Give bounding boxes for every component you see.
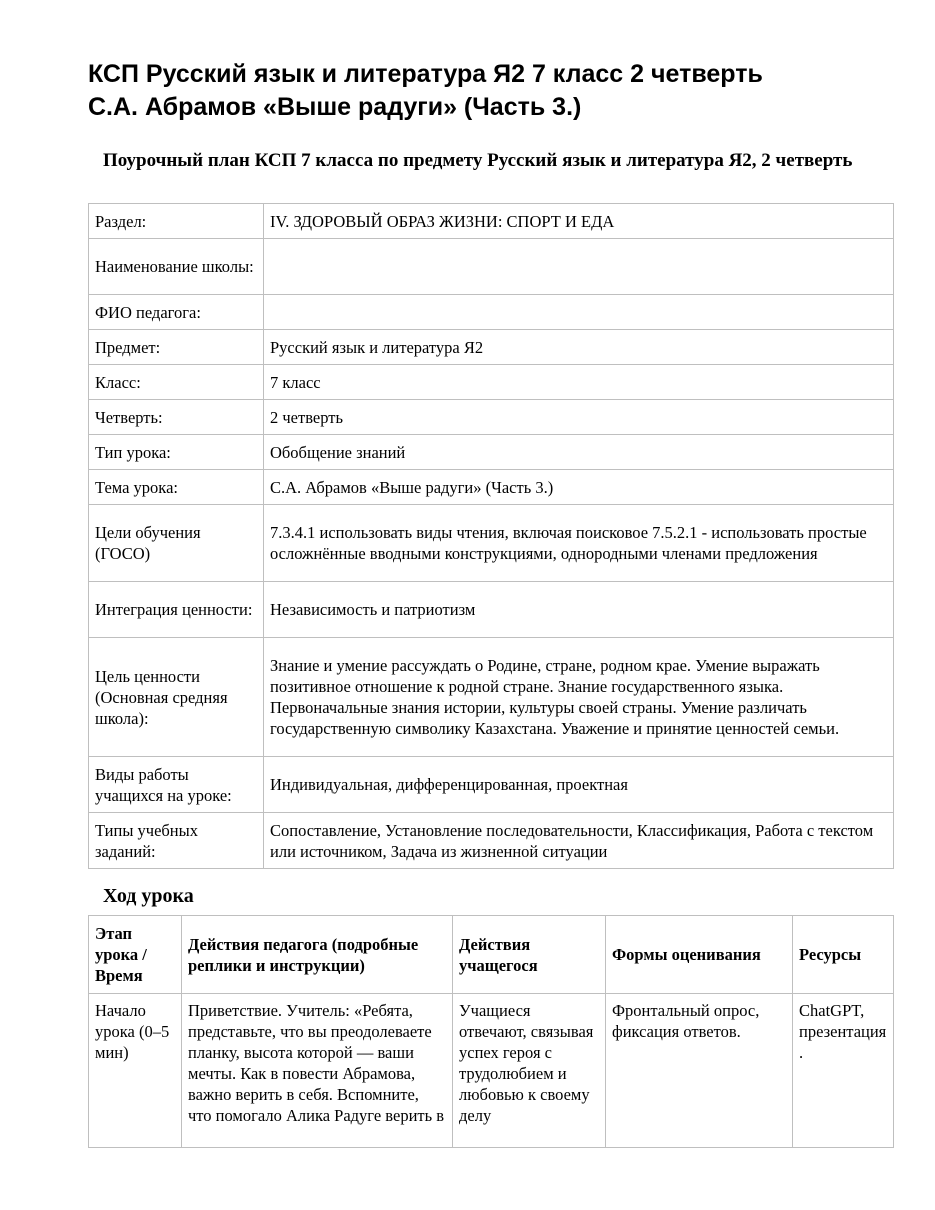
info-value: Сопоставление, Установление последовательности, Классификация, Работа с текстом или источником, Задача из жизненной ситуации — [264, 813, 894, 869]
flow-header-row — [89, 916, 894, 994]
flow-resources: ChatGPT, презентация. — [799, 1001, 887, 1062]
info-row-lesson-topic — [89, 470, 894, 505]
info-value — [264, 239, 894, 295]
lesson-flow-table — [88, 915, 894, 1148]
plan-heading: Поурочный план КСП 7 класса по предмету Русский язык и литература Я2, 2 четверть — [103, 150, 853, 171]
lesson-info-table — [88, 203, 894, 869]
flow-stage: Начало урока (0–5 мин) — [95, 1001, 170, 1062]
info-value: 2 четверть — [264, 400, 894, 435]
info-row-value-integration — [89, 582, 894, 638]
info-value: Независимость и патриотизм — [264, 582, 894, 638]
info-label: ФИО педагога: — [89, 295, 264, 330]
info-label: Интеграция ценности: — [89, 582, 264, 638]
header-resources: Ресурсы — [793, 916, 894, 994]
lesson-flow-heading: Ход урока — [103, 885, 194, 907]
info-value: Русский язык и литература Я2 — [264, 330, 894, 365]
header-student-actions: Действия учащегося — [453, 916, 606, 994]
info-value: 7 класс — [264, 365, 894, 400]
info-row-subject — [89, 330, 894, 365]
info-label: Четверть: — [89, 400, 264, 435]
info-row-quarter — [89, 400, 894, 435]
page-title-line-2: С.А. Абрамов «Выше радуги» (Часть 3.) — [88, 93, 582, 121]
info-label: Класс: — [89, 365, 264, 400]
info-label: Тема урока: — [89, 470, 264, 505]
info-value: Индивидуальная, дифференцированная, проектная — [264, 757, 894, 813]
info-value — [264, 295, 894, 330]
info-value: Обобщение знаний — [264, 435, 894, 470]
info-value: Знание и умение рассуждать о Родине, стране, родном крае. Умение выражать позитивное отношение к родной стране. Знание государственного языка. Первоначальные знания истории, культуры своей страны. Умение различать государственную символику Казахстана. Уважение и принятие ценностей семьи. — [264, 638, 894, 757]
info-row-grade — [89, 365, 894, 400]
info-row-section — [89, 204, 894, 239]
info-label: Цели обучения (ГОСО) — [89, 505, 264, 582]
page-title — [88, 58, 888, 124]
info-row-school — [89, 239, 894, 295]
page-title-line-1: КСП Русский язык и литература Я2 7 класс 2 четверть — [88, 60, 763, 88]
info-label: Типы учебных заданий: — [89, 813, 264, 869]
info-value: С.А. Абрамов «Выше радуги» (Часть 3.) — [264, 470, 894, 505]
info-row-lesson-type — [89, 435, 894, 470]
info-row-teacher — [89, 295, 894, 330]
header-assessment: Формы оценивания — [606, 916, 793, 994]
info-value: 7.3.4.1 использовать виды чтения, включая поисковое 7.5.2.1 - использовать простые осложнённые вводными конструкциями, однородными членами предложения — [264, 505, 894, 582]
flow-row — [89, 994, 894, 1148]
info-label: Цель ценности (Основная средняя школа): — [89, 638, 264, 757]
flow-assessment: Фронтальный опрос, фиксация ответов. — [612, 1001, 760, 1041]
info-row-task-types — [89, 813, 894, 869]
flow-student-actions: Учащиеся отвечают, связывая успех героя с трудолюбием и любовью к своему делу — [459, 1001, 594, 1125]
header-teacher-actions: Действия педагога (подробные реплики и инструкции) — [182, 916, 453, 994]
info-row-value-goal — [89, 638, 894, 757]
info-row-learning-goals — [89, 505, 894, 582]
flow-teacher-actions: Приветствие. Учитель: «Ребята, представьте, что вы преодолеваете планку, высота которой — ваши мечты. Как в повести Абрамова, важно верить в себя. Вспомните, что помогало Алика Радуге верить в — [188, 1001, 445, 1125]
info-value: IV. ЗДОРОВЫЙ ОБРАЗ ЖИЗНИ: СПОРТ И ЕДА — [264, 204, 894, 239]
info-label: Раздел: — [89, 204, 264, 239]
info-label: Тип урока: — [89, 435, 264, 470]
info-label: Виды работы учащихся на уроке: — [89, 757, 264, 813]
header-stage: Этап урока / Время — [89, 916, 182, 994]
info-label: Предмет: — [89, 330, 264, 365]
info-label: Наименование школы: — [89, 239, 264, 295]
info-row-work-types — [89, 757, 894, 813]
